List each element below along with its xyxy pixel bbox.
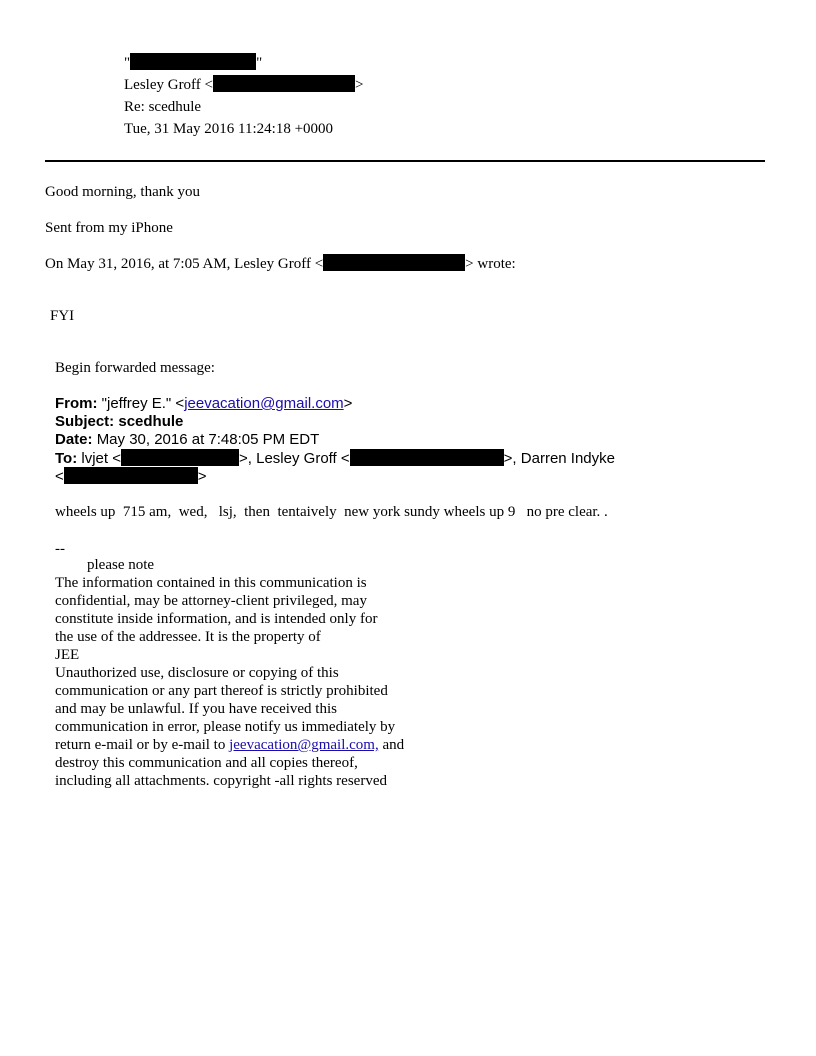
redaction-box: [213, 75, 355, 92]
disclaimer-line: communication or any part thereof is strictly prohibited: [55, 683, 388, 699]
header-from-value: " ": [124, 55, 263, 71]
greeting-text: Good morning, thank you: [45, 184, 200, 200]
forwarded-subject-label: Subject:: [55, 413, 115, 430]
forward-intro: Begin forwarded message:: [55, 360, 215, 376]
forwarded-date-value: May 30, 2016 at 7:48:05 PM EDT: [96, 431, 320, 448]
forwarded-date-label: Date:: [55, 431, 93, 448]
forwarded-to-name-3: Darren Indyke: [520, 450, 615, 467]
forwarded-to-row-continued: < >: [55, 468, 207, 485]
disclaimer-return-line: [55, 736, 404, 754]
signature-text: Sent from my iPhone: [45, 220, 173, 236]
redaction-box: [323, 254, 465, 271]
fyi-text: FYI: [50, 308, 75, 324]
redaction-box: [64, 467, 198, 484]
disclaimer-separator: --: [55, 541, 65, 557]
forwarded-subject-row: [55, 413, 183, 431]
header-subject-value: Re: scedhule: [124, 99, 202, 115]
forwarded-to-label: To:: [55, 450, 78, 467]
disclaimer-line: communication in error, please notify us immediately by: [55, 719, 396, 735]
forwarded-to-name-1: lvjet: [81, 450, 109, 467]
disclaimer-line: constitute inside information, and is intended only for: [55, 611, 378, 627]
disclaimer-return-prefix: return e-mail or by e-mail to: [55, 737, 226, 753]
forwarded-to-name-2: Lesley Groff: [256, 450, 337, 467]
disclaimer-block: [55, 541, 405, 790]
redaction-box: [130, 53, 256, 70]
disclaimer-email-link[interactable]: jeevacation@gmail.com,: [229, 737, 379, 753]
disclaimer-line: including all attachments. copyright -all rights reserved: [55, 773, 387, 789]
redaction-box: [121, 449, 239, 466]
forwarded-from-row: From: "jeffrey E." <jeevacation@gmail.com>: [55, 395, 353, 412]
disclaimer-return-suffix: and: [382, 737, 405, 753]
disclaimer-line: and may be unlawful. If you have received this: [55, 701, 337, 717]
forwarded-date-row: [55, 431, 319, 449]
header-date-value: Tue, 31 May 2016 11:24:18 +0000: [124, 121, 334, 137]
forwarded-message: wheels up 715 am, wed, lsj, then tentaively new york sundy wheels up 9 no pre clear. .: [55, 504, 608, 520]
disclaimer-line: confidential, may be attorney-client privileged, may: [55, 593, 367, 609]
disclaimer-line: JEE: [55, 647, 80, 663]
forwarded-from-email-link[interactable]: jeevacation@gmail.com: [184, 395, 344, 412]
forwarded-from-name: "jeffrey E.": [101, 395, 172, 412]
quote-intro-prefix: On May 31, 2016, at 7:05 AM, Lesley Groff: [45, 256, 311, 272]
quote-intro: On May 31, 2016, at 7:05 AM, Lesley Groff < > wrote:: [45, 256, 516, 272]
redaction-box: [350, 449, 504, 466]
forwarded-from-label: From:: [55, 395, 98, 412]
forwarded-to-row: To: lvjet < >, Lesley Groff < >, Darren Indyke: [55, 450, 615, 467]
disclaimer-line: Unauthorized use, disclosure or copying of this: [55, 665, 339, 681]
disclaimer-line: destroy this communication and all copies thereof,: [55, 755, 358, 771]
forwarded-subject-value: scedhule: [118, 413, 184, 430]
header-to-name: Lesley Groff: [124, 77, 201, 93]
disclaimer-note: please note: [87, 557, 155, 573]
header-to-value: Lesley Groff < >: [124, 77, 364, 93]
disclaimer-line: the use of the addressee. It is the property of: [55, 629, 321, 645]
header-divider: [45, 160, 765, 162]
disclaimer-line: The information contained in this communication is: [55, 575, 367, 591]
quote-intro-suffix: wrote:: [477, 256, 516, 272]
